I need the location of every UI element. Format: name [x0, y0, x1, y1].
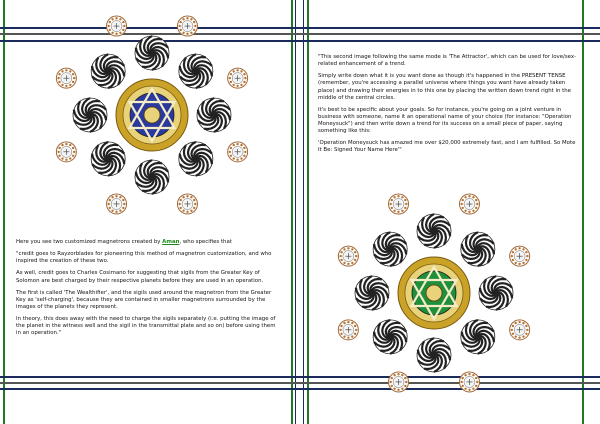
footer-rule: [0, 376, 300, 378]
intro-paragraph: [16, 239, 278, 246]
quote-paragraph-4: In theory, this does away with the need to charge the sigils separately (i.e. putting the image of the planet in the witness well and the sigil in the transmittal plate and so on) before using them in an operation.": [16, 316, 276, 337]
page-border-gutter: [303, 0, 304, 424]
right-page: [300, 0, 600, 424]
page-border-gutter: [291, 0, 293, 424]
intro-text: Here you see two customized magnetrons created by: [16, 239, 163, 245]
author-link[interactable]: Aman: [162, 239, 180, 245]
quote-paragraph-2: As well, credit goes to Charles Cosimano for suggesting that sigils from the Greater Key of Solomon are best charged by their respective planets before they are used in an operation.: [16, 270, 264, 284]
quote-paragraph-3: The first is called 'The Wealthifier', and the sigils used around the magnetron from the Greater Key as 'self-charging', because they are contained in smaller magnetrons surrounded by the images of the planets they represent.: [16, 289, 272, 310]
wealthifier-magnetron-image: [52, 10, 252, 230]
attractor-paragraph-1: "This second image following the same mode is 'The Attractor', which can be used for love/sex-related enhancement of a trend.: [318, 54, 576, 68]
page-border-gutter: [307, 0, 309, 424]
article-body-left: [16, 239, 278, 342]
header-rule: [300, 33, 600, 35]
quote-paragraph-1: "credit goes to Rayzorblades for pioneering this method of magnetron customization, and who inspired the creation of these two.: [16, 251, 272, 265]
header-rule: [300, 40, 600, 42]
article-body-right: [318, 54, 580, 160]
attractor-paragraph-2: Simply write down what it is you want done as though it's happened in the PRESENT TENSE (remember, you're accessing a parallel universe where things you want have already taken place) and drawing their energies in to this one by placing the written down trend right in the middle of the central circles.: [318, 73, 571, 101]
attractor-magnetron-image: [334, 188, 534, 408]
attractor-paragraph-4: 'Operation Moneysuck has amazed me over $20,000 extremely fast, and I am fulfilled. So Mote It Be: Signed Your Name Here'": [318, 140, 576, 154]
intro-text-end: , who specifies that: [179, 239, 232, 245]
header-rule: [300, 27, 600, 29]
footer-rule: [0, 388, 300, 390]
attractor-paragraph-3: It's best to be specific about your goals. So for instance, you're going on a joint venture in business with someone, name it an operational name of your choice (for instance: "Operation Moneysuck") and then write down a trend for its success on a small piece of paper, saying something like this:: [318, 106, 572, 135]
page-border-right: [582, 0, 584, 424]
page-border-left: [3, 0, 5, 424]
footer-rule: [0, 382, 300, 384]
page-border-gutter: [295, 0, 296, 424]
